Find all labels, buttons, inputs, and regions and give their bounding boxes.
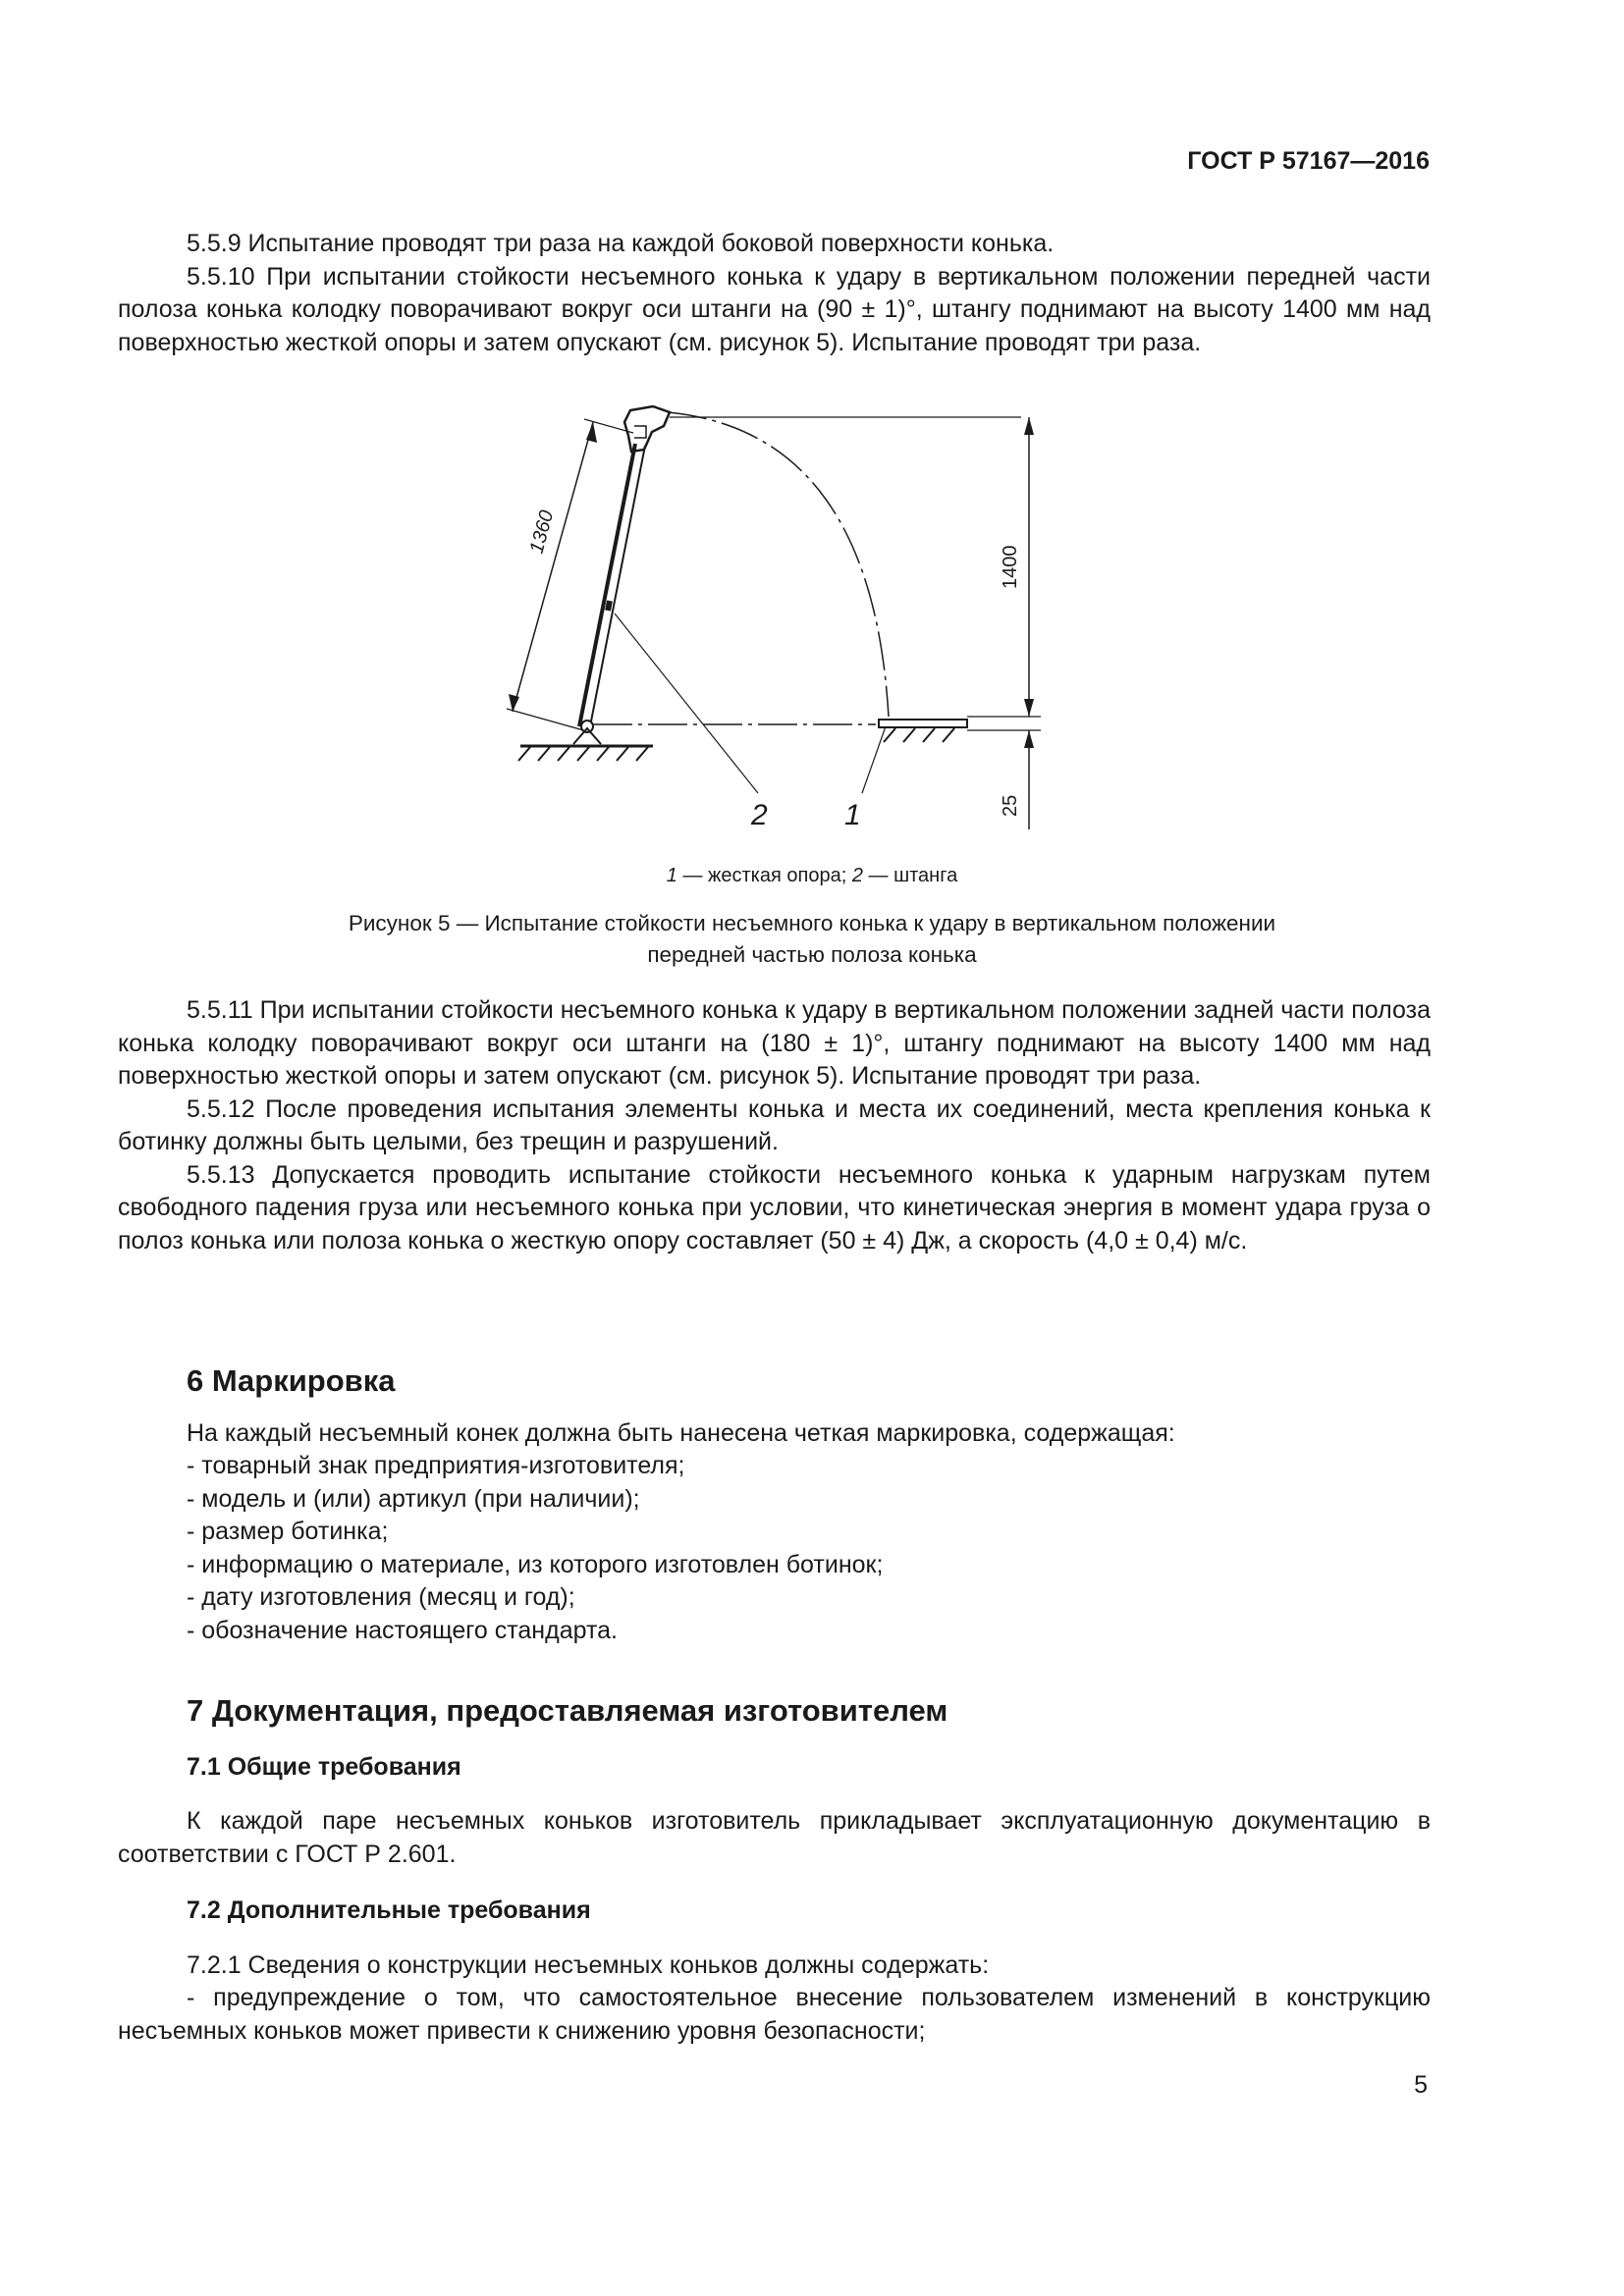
callout-1: 1 (844, 799, 861, 831)
caption-line-2: передней частью полоза конька (647, 942, 977, 967)
legend-text-2: — штанга (862, 865, 958, 886)
standard-header: ГОСТ Р 57167—2016 (1187, 147, 1430, 175)
marking-list (118, 1450, 1431, 1647)
dim-label-base: 25 (1000, 794, 1021, 817)
top-paragraphs (118, 228, 1431, 359)
subsection-7-1-text: К каждой паре несъемных коньков изготовитель прикладывает эксплуатационную документацию в соответствии с ГОСТ Р 2.601. (118, 1807, 1431, 1868)
page-number: 5 (1414, 2071, 1428, 2099)
figure-legend (0, 865, 1624, 887)
paragraph-5-5-9: 5.5.9 Испытание проводят три раза на каждой боковой поверхности конька. (187, 230, 1055, 257)
section-6-heading: 6 Маркировка (187, 1363, 396, 1398)
dim-label-height: 1400 (1000, 545, 1021, 589)
section-6-intro: На каждый несъемный конек должна быть нанесена четкая маркировка, содержащая: (187, 1418, 1175, 1447)
subsection-7-1-heading: 7.1 Общие требования (187, 1752, 461, 1781)
leader-2 (615, 614, 758, 793)
paragraph-5-5-12: 5.5.12 После проведения испытания элементы конька и места их соединений, места крепления конька к ботинку должны быть целыми, без трещин и разрушений. (118, 1095, 1431, 1155)
middle-paragraphs (118, 994, 1431, 1257)
list-item: - модель и (или) артикул (при наличии); (187, 1483, 1431, 1517)
skate-block (624, 406, 670, 452)
list-item: - размер ботинка; (187, 1516, 1431, 1549)
callout-2: 2 (751, 799, 768, 831)
dim-line-rod (513, 422, 593, 712)
rigid-support (879, 720, 967, 727)
legend-num-1: 1 (666, 865, 677, 886)
list-item: - дату изготовления (месяц и год); (187, 1581, 1431, 1615)
section-7 (118, 1694, 1431, 2048)
dim-label-rod: 1360 (525, 507, 559, 557)
subsection-7-2-heading: 7.2 Дополнительные требования (187, 1896, 591, 1924)
paragraph-5-5-11: 5.5.11 При испытании стойкости несъемного конька к удару в вертикальном положении задней части полоза конька колодку поворачивают вокруг оси штанги на (180 ± 1)°, штангу поднимают на высоту 1400 мм над поверхностью жесткой опоры и затем опускают (см. рисунок 5). Испытание проводят три раза. (118, 996, 1431, 1090)
figure-caption (0, 908, 1624, 971)
paragraph-5-5-13: 5.5.13 Допускается проводить испытание стойкости несъемного конька к ударным нагрузкам путем свободного падения груза или несъемного конька при условии, что кинетическая энергия в момент удара груза о полоз конька или полоза конька о жесткую опору составляет (50 ± 4) Дж, а скорость (4,0 ± 0,4) м/с. (118, 1160, 1431, 1255)
paragraph-7-2-1: 7.2.1 Сведения о конструкции несъемных коньков должны содержать: (187, 1950, 990, 1979)
legend-text-1: — жесткая опора; (677, 865, 852, 886)
list-item: - информацию о материале, из которого изготовлен ботинок; (187, 1549, 1431, 1582)
section-7-heading: 7 Документация, предоставляемая изготовителем (187, 1693, 948, 1728)
section-6 (118, 1364, 1431, 1647)
figure-5-diagram (491, 393, 1041, 844)
pivot (581, 721, 593, 732)
list-item: - товарный знак предприятия-изготовителя; (187, 1450, 1431, 1483)
paragraph-7-2-1-item: - предупреждение о том, что самостоятельное внесение пользователем изменений в конструкцию несъемных коньков может привести к снижению уровня безопасности; (118, 1984, 1431, 2045)
rod (579, 444, 635, 726)
caption-line-1: Рисунок 5 — Испытание стойкости несъемного конька к удару в вертикальном положении (348, 911, 1276, 935)
legend-num-2: 2 (851, 865, 863, 886)
list-item: - обозначение настоящего стандарта. (187, 1615, 1431, 1648)
paragraph-5-5-10: 5.5.10 При испытании стойкости несъемного конька к удару в вертикальном положении передней части полоза конька колодку поворачивают вокруг оси штанги на (90 ± 1)°, штангу поднимают на высоту 1400 мм над поверхностью жесткой опоры и затем опускают (см. рисунок 5). Испытание проводят три раза. (118, 262, 1431, 356)
swing-arc (668, 412, 889, 717)
leader-1 (862, 726, 886, 793)
